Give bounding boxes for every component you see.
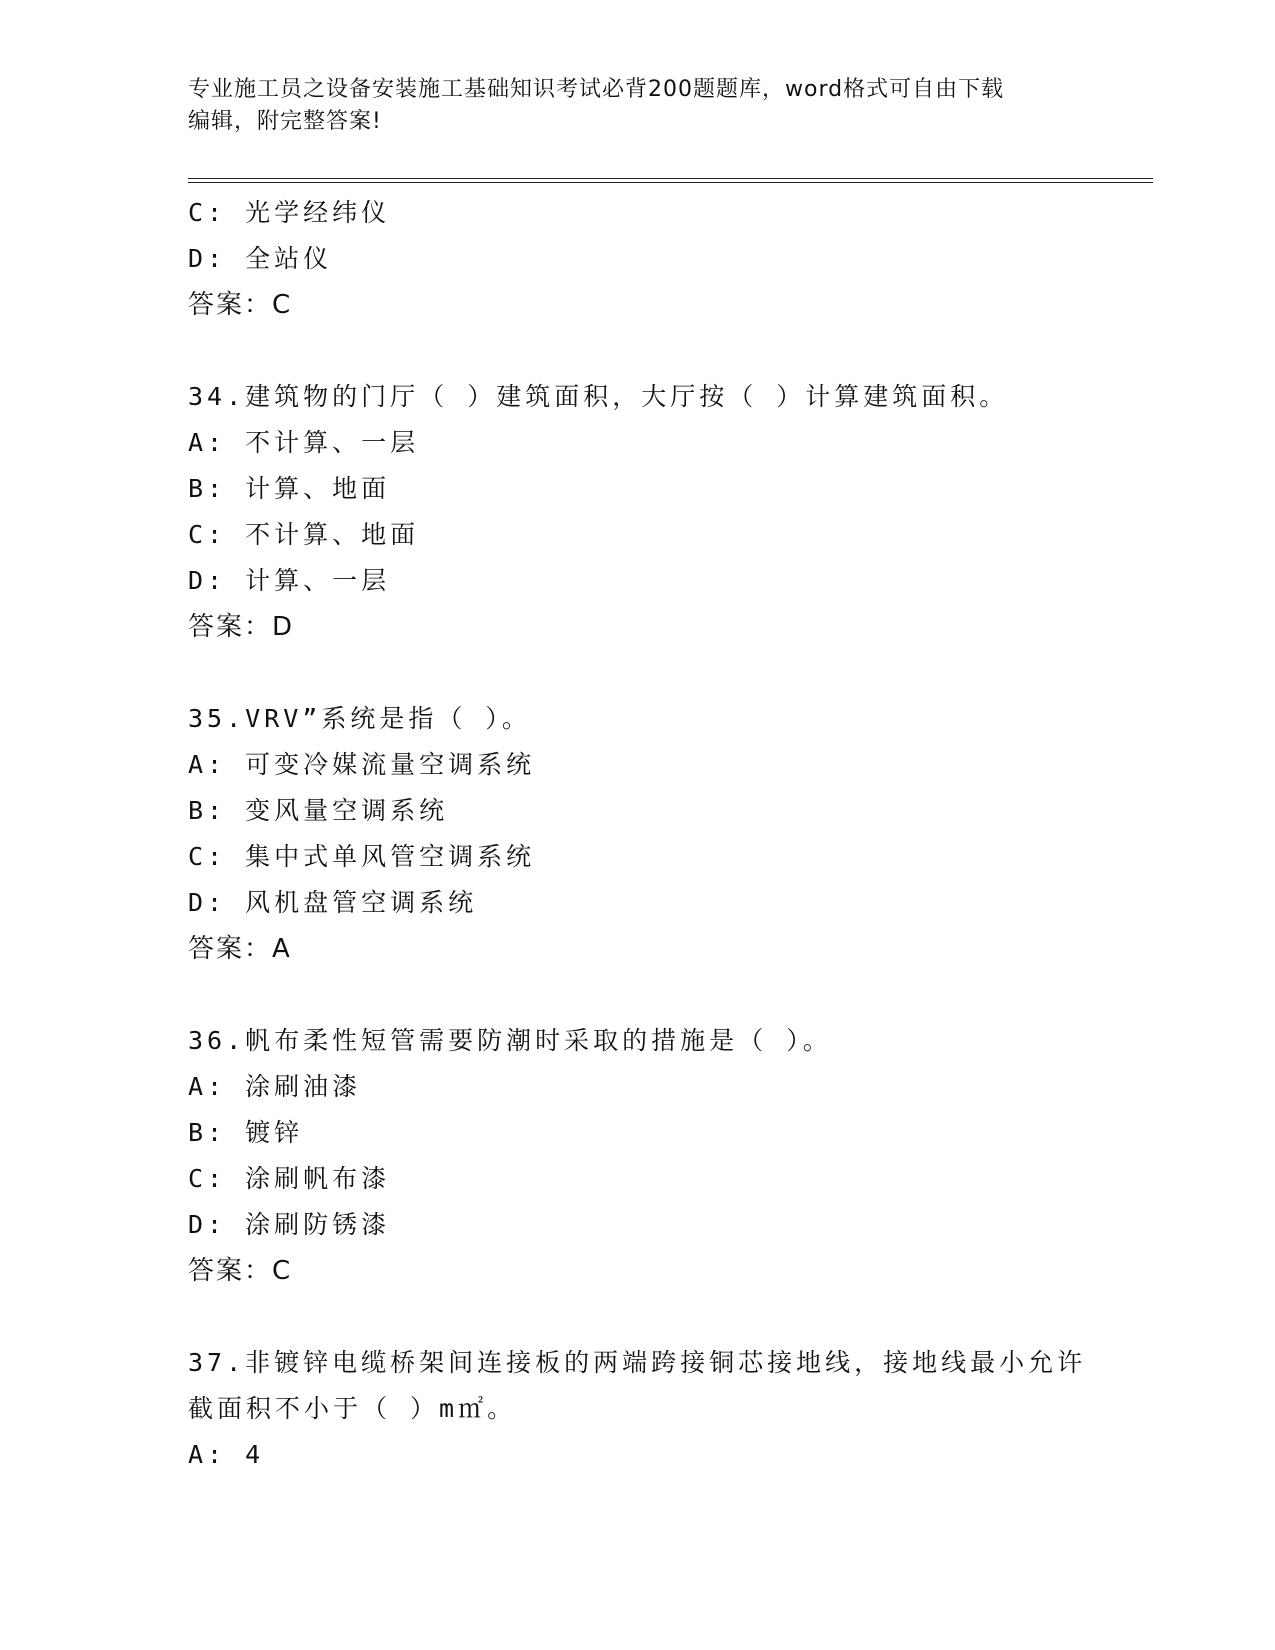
option-text: 镀锌 [245, 1118, 304, 1147]
option-b [188, 1110, 1088, 1156]
option-label: C: [188, 520, 227, 549]
option-label: A: [188, 750, 227, 779]
option-label: B: [188, 474, 227, 503]
option-a [188, 1432, 1088, 1478]
option-text: 不计算、地面 [245, 520, 420, 549]
option-label: A: [188, 1440, 227, 1469]
option-label: C: [188, 1164, 227, 1193]
question-37 [188, 1340, 1088, 1478]
question-35 [188, 696, 1088, 972]
option-text: 涂刷帆布漆 [245, 1164, 391, 1193]
option-b [188, 466, 1088, 512]
option-b [188, 788, 1088, 834]
header-title-line-1: 专业施工员之设备安装施工基础知识考试必背200题题库，word格式可自由下载 [188, 77, 1005, 102]
answer-line: 答案：C [188, 290, 293, 320]
option-label: B: [188, 1118, 227, 1147]
answer-line: 答案：C [188, 1256, 293, 1286]
question-34 [188, 374, 1088, 650]
option-d [188, 1202, 1088, 1248]
option-text: 计算、一层 [245, 566, 391, 595]
question-36 [188, 1018, 1088, 1294]
option-c [188, 190, 1088, 236]
question-stem: 36.帆布柔性短管需要防潮时采取的措施是（ ）。 [188, 1026, 832, 1055]
option-c [188, 834, 1088, 880]
option-text: 可变冷媒流量空调系统 [245, 750, 536, 779]
option-label: C: [188, 198, 227, 227]
header-title-line-2: 编辑，附完整答案! [188, 109, 382, 134]
question-stem: 35.VRV”系统是指（ ）。 [188, 704, 531, 733]
option-text: 涂刷防锈漆 [245, 1210, 391, 1239]
option-label: A: [188, 428, 227, 457]
option-d [188, 880, 1088, 926]
header-double-rule [188, 178, 1153, 183]
option-c [188, 512, 1088, 558]
spacer [188, 1294, 1088, 1340]
option-d [188, 558, 1088, 604]
option-text: 变风量空调系统 [245, 796, 449, 825]
option-c [188, 1156, 1088, 1202]
option-a [188, 420, 1088, 466]
option-text: 不计算、一层 [245, 428, 420, 457]
option-label: B: [188, 796, 227, 825]
option-a [188, 742, 1088, 788]
option-text: 光学经纬仪 [245, 198, 391, 227]
document-header [188, 74, 1068, 138]
option-text: 集中式单风管空调系统 [245, 842, 536, 871]
question-list [188, 190, 1088, 1478]
option-label: D: [188, 566, 227, 595]
spacer [188, 972, 1088, 1018]
question-stem: 34.建筑物的门厅（ ）建筑面积，大厅按（ ）计算建筑面积。 [188, 382, 1009, 411]
spacer [188, 328, 1088, 374]
answer-line: 答案：A [188, 934, 292, 964]
option-d [188, 236, 1088, 282]
option-text: 涂刷油漆 [245, 1072, 362, 1101]
option-text: 计算、地面 [245, 474, 391, 503]
option-label: D: [188, 1210, 227, 1239]
option-label: D: [188, 888, 227, 917]
question-stem-line-2: 截面积不小于（ ）m㎡。 [188, 1394, 517, 1423]
option-text: 4 [245, 1440, 265, 1469]
question-stem-line-1: 37.非镀锌电缆桥架间连接板的两端跨接铜芯接地线，接地线最小允许 [188, 1348, 1087, 1377]
option-a [188, 1064, 1088, 1110]
question-33-continuation [188, 190, 1088, 328]
option-label: A: [188, 1072, 227, 1101]
option-label: C: [188, 842, 227, 871]
option-text: 全站仪 [245, 244, 333, 273]
answer-line: 答案：D [188, 612, 295, 642]
spacer [188, 650, 1088, 696]
option-text: 风机盘管空调系统 [245, 888, 478, 917]
option-label: D: [188, 244, 227, 273]
